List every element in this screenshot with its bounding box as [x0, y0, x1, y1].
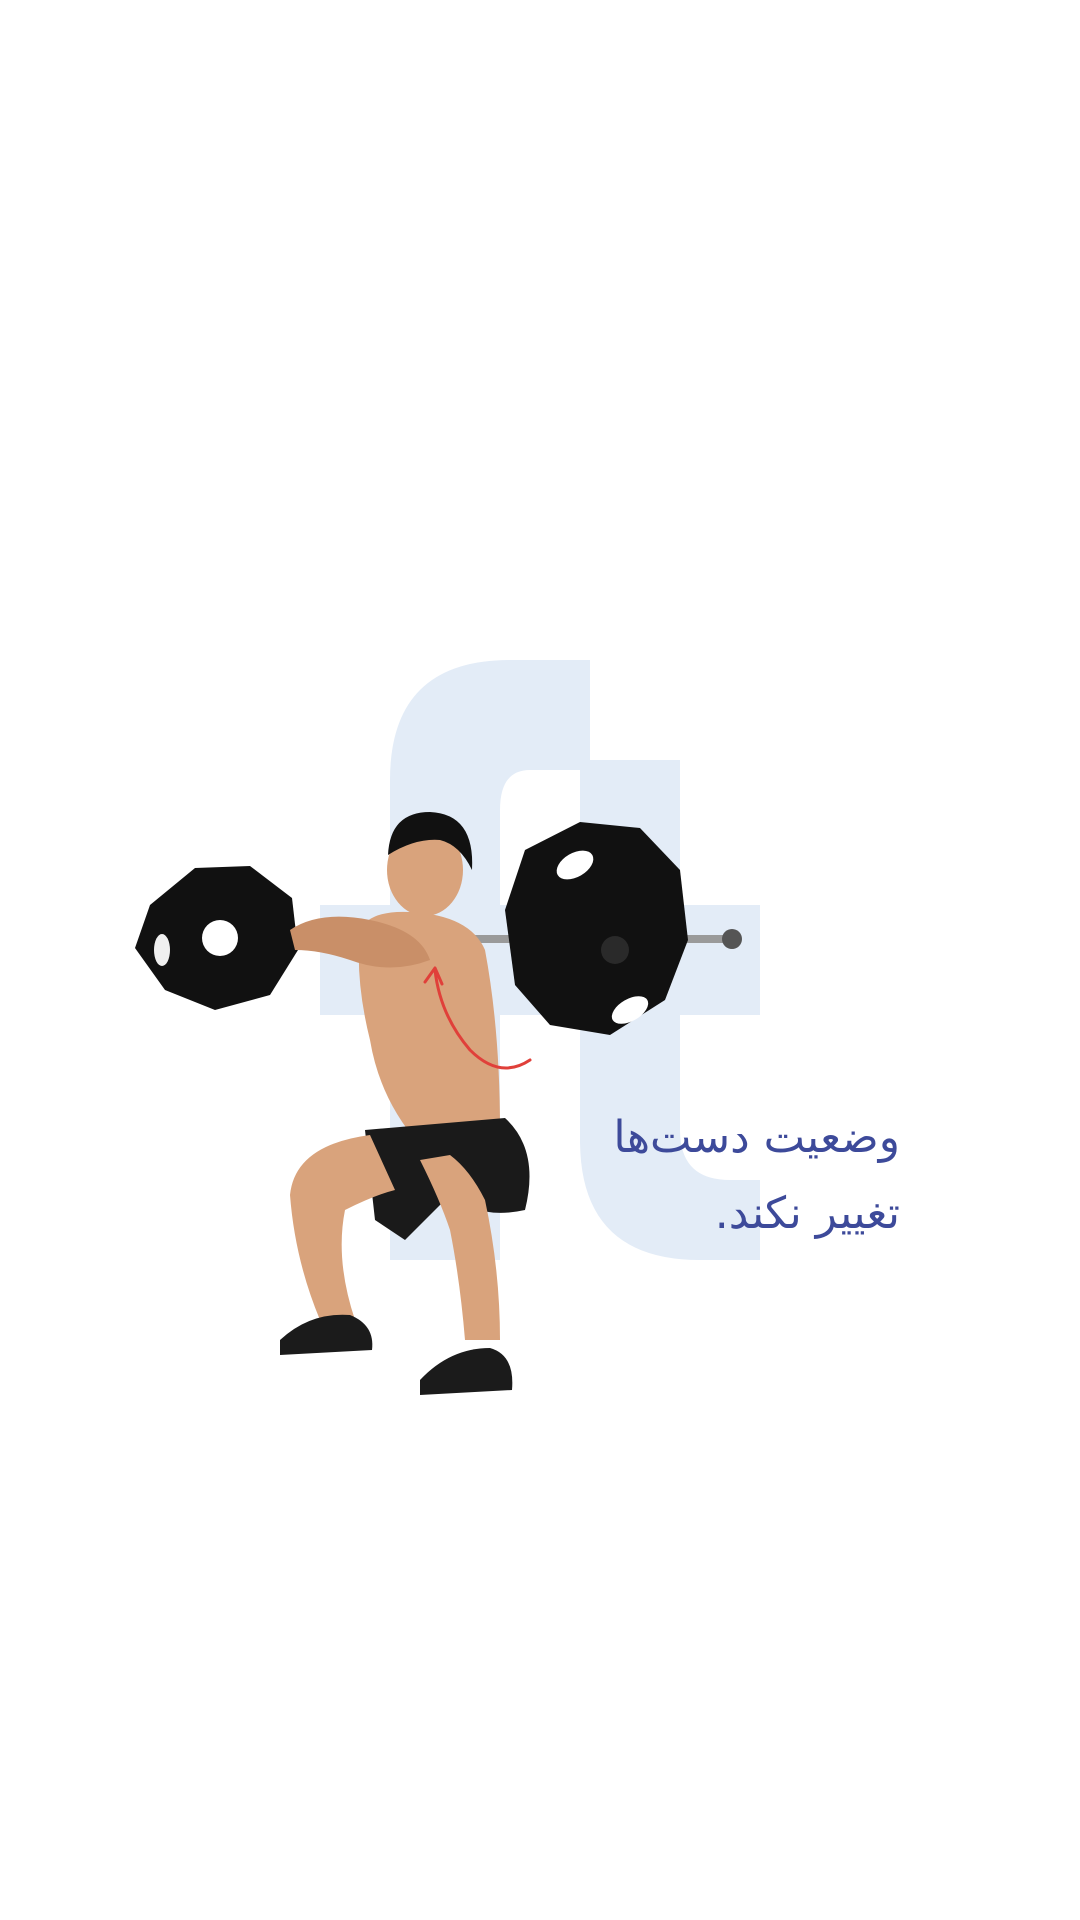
athlete-left-shoe: [280, 1315, 372, 1355]
athlete-right-shoe: [420, 1348, 512, 1395]
instruction-caption: [560, 1100, 900, 1252]
barbell-end-cap: [722, 929, 742, 949]
caption-line-2: تغییر نکند.: [714, 1188, 900, 1239]
caption-line-1: وضعیت دست‌ها: [613, 1112, 900, 1163]
athlete-left-leg: [290, 1135, 395, 1320]
athlete-head: [387, 812, 472, 916]
right-weight-plate: [505, 822, 688, 1035]
left-weight-plate: [135, 866, 298, 1010]
